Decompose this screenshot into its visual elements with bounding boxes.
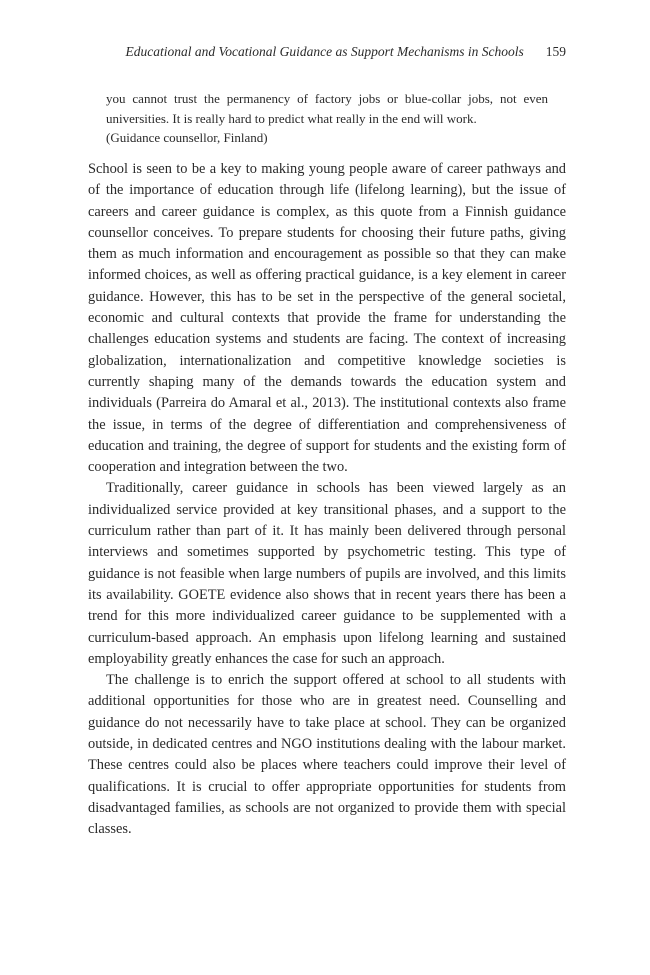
- body-text: [88, 159, 566, 841]
- page-number: 159: [545, 44, 566, 59]
- quote-attribution: (Guidance counsellor, Finland): [106, 130, 268, 145]
- paragraph-2: Traditionally, career guidance in schools has been viewed largely as an individualized service provided at key transitional phases, and a support to the curriculum rather than part of it. It has mainly been delivered through personal interviews and sometimes supported by psychometric testing. This type of guidance is not feasible when large numbers of pupils are involved, and this limits its availability. GOETE evidence also shows that in recent years there has been a trend for this more individualized career guidance to be supplemented with a curriculum-based approach. An emphasis upon lifelong learning and sustained employability greatly enhances the case for such an approach.: [88, 480, 566, 667]
- running-title: Educational and Vocational Guidance as Support Mechanisms in Schools: [125, 44, 524, 59]
- paragraph-1: School is seen to be a key to making young people aware of career pathways and of the importance of education through life (lifelong learning), but the issue of careers and career guidance is complex, as this quote from a Finnish guidance counsellor conceives. To prepare students for choosing their future paths, giving them as much information and encouragement as possible so that they can make informed choices, as well as offering practical guidance, is a key element in career guidance. However, this has to be set in the perspective of the general societal, economic and cultural contexts that provide the frame for understanding the challenges education systems and students are facing. The context of increasing globalization, internationalization and competitive knowledge societies is currently shaping many of the demands towards the education system and individuals (Parreira do Amaral et al., 2013). The institutional contexts also frame the issue, in terms of the degree of differentiation and comprehensiveness of education and training, the degree of support for students and the existing form of cooperation and integration between the two.: [88, 161, 566, 476]
- running-head: [88, 44, 566, 60]
- block-quote: [106, 89, 548, 148]
- paragraph-3: The challenge is to enrich the support offered at school to all students with additional opportunities for those who are in greatest need. Counselling and guidance do not necessarily have to take place at school. They can be organized outside, in dedicated centres and NGO institutions dealing with the labour market. These centres could also be places where teachers could improve their level of qualifications. It is crucial to offer appropriate opportunities for students from disadvantaged families, as schools are not organized to provide them with special classes.: [88, 672, 566, 838]
- quote-text: you cannot trust the permanency of factory jobs or blue-collar jobs, not even universities. It is really hard to predict what really in the end will work.: [106, 91, 548, 126]
